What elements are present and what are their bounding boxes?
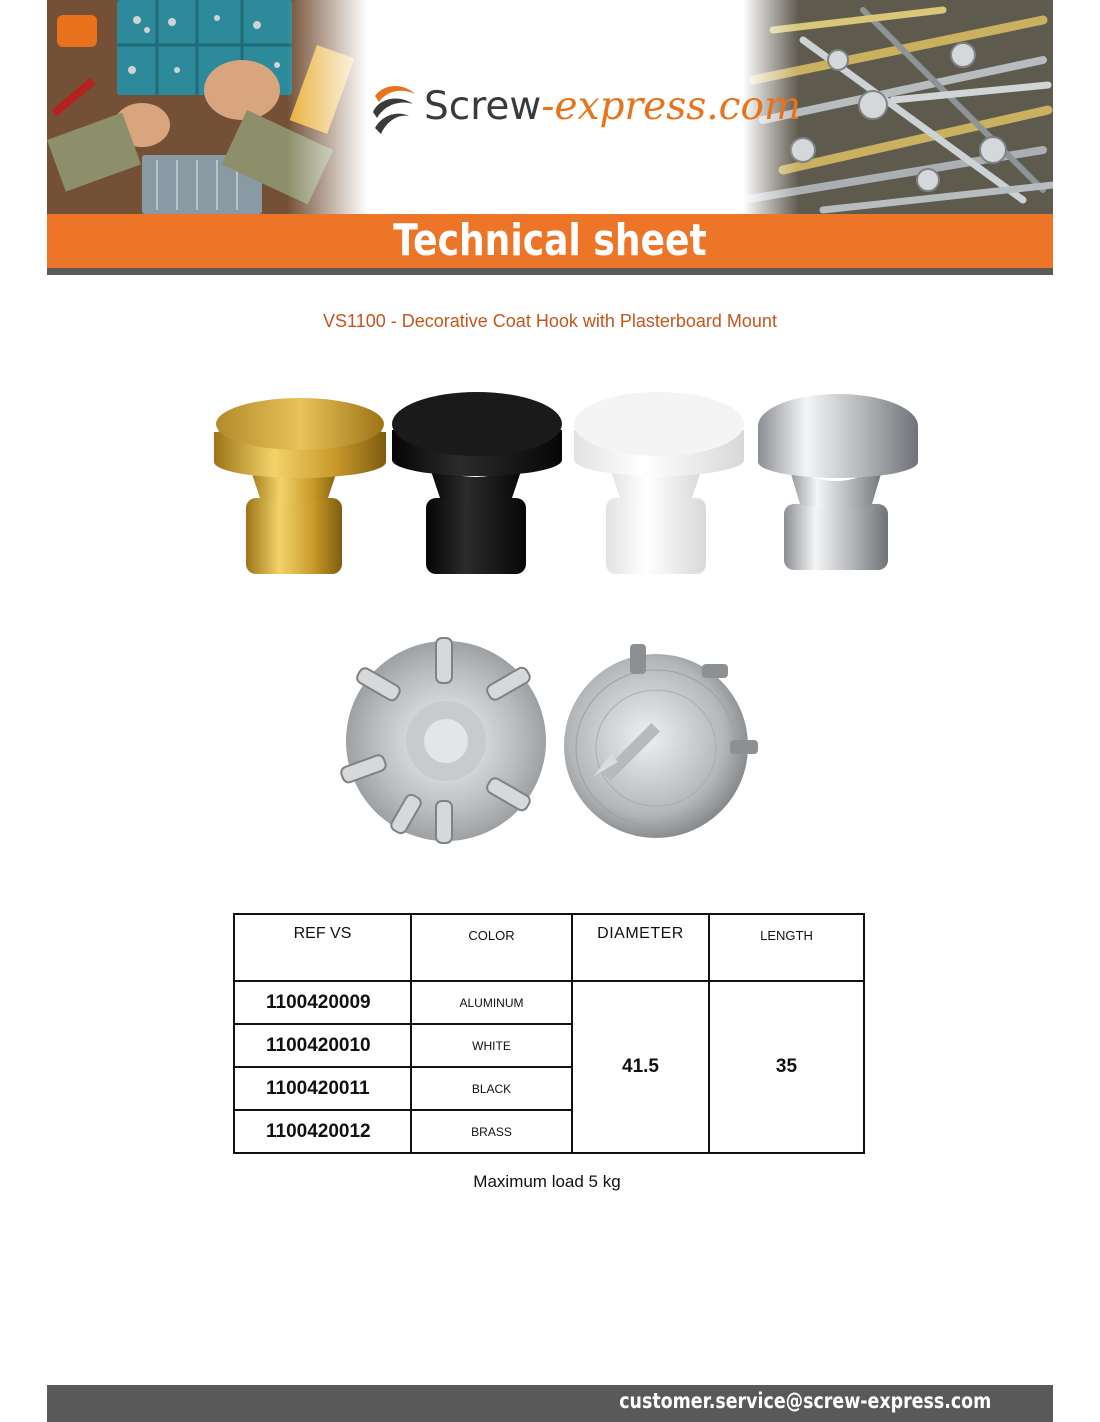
title-bar-shadow — [47, 268, 1053, 275]
color-cell: BRASS — [411, 1110, 572, 1153]
header-ref: REF VS — [234, 914, 411, 981]
aluminum-hook — [758, 394, 918, 570]
logo-text-domain: -express.com — [541, 84, 801, 129]
table-row — [234, 981, 864, 1024]
product-title: VS1100 - Decorative Coat Hook with Plasterboard Mount — [323, 311, 777, 331]
logo-text-main: Screw — [424, 84, 542, 129]
header-length: LENGTH — [709, 914, 864, 981]
brass-hook — [214, 398, 386, 574]
contact-email[interactable]: customer.service@screw-express.com — [618, 1389, 991, 1413]
header-diameter: DIAMETER — [572, 914, 709, 981]
footer-bar — [47, 1385, 1053, 1422]
mount-back-view — [340, 638, 546, 843]
mount-detail-image — [336, 636, 766, 846]
black-hook — [392, 392, 562, 574]
length-cell: 35 — [709, 981, 864, 1153]
white-hook — [574, 392, 744, 574]
tools-workbench-photo — [47, 0, 367, 214]
brand-logo — [369, 78, 801, 142]
product-variants-image — [208, 380, 928, 580]
diameter-cell: 41.5 — [572, 981, 709, 1153]
spec-table — [233, 913, 865, 1154]
color-cell: ALUMINUM — [411, 981, 572, 1024]
table-header-row — [234, 914, 864, 981]
color-cell: BLACK — [411, 1067, 572, 1110]
logo-swoosh-icon — [369, 78, 421, 138]
color-cell: WHITE — [411, 1024, 572, 1067]
ref-cell: 1100420010 — [234, 1024, 411, 1067]
mount-front-view — [564, 644, 758, 838]
ref-cell: 1100420009 — [234, 981, 411, 1024]
ref-cell: 1100420012 — [234, 1110, 411, 1153]
title-bar — [47, 214, 1053, 268]
max-load-note: Maximum load 5 kg — [473, 1172, 621, 1191]
page-title: Technical sheet — [393, 215, 707, 266]
header-color: COLOR — [411, 914, 572, 981]
header-banner — [47, 0, 1053, 214]
ref-cell: 1100420011 — [234, 1067, 411, 1110]
